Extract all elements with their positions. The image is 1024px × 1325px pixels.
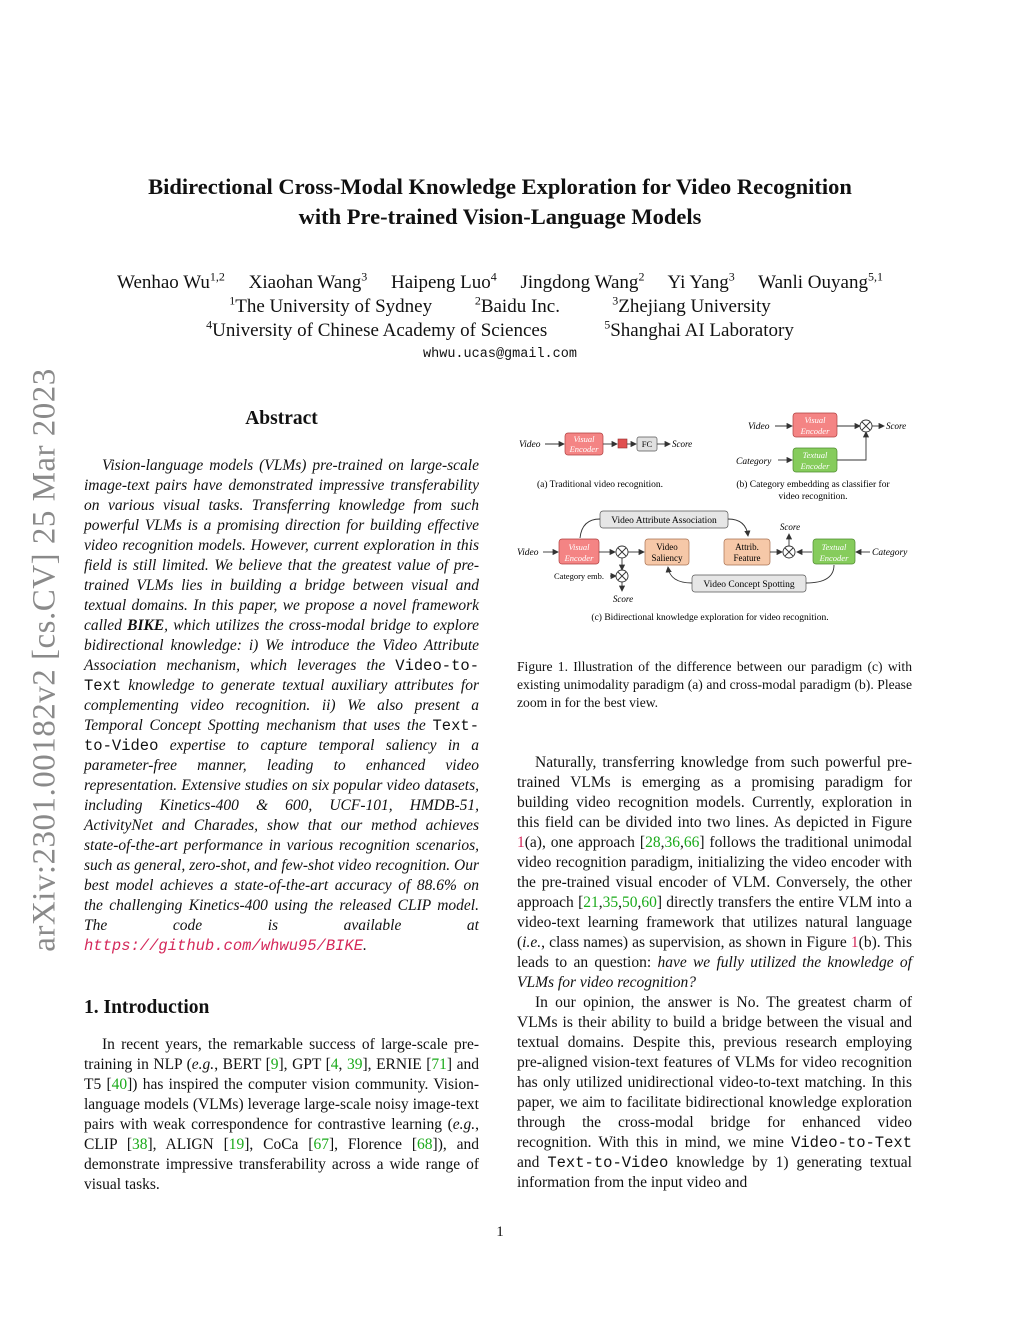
visual-encoder-label: Visual (568, 542, 590, 552)
code-url-link[interactable]: https://github.com/whwu95/BIKE (84, 937, 364, 955)
citation-link[interactable]: 19 (228, 1136, 245, 1153)
multiply-op-icon (616, 546, 628, 558)
author: Wenhao Wu$^{1,2}$ (117, 270, 225, 294)
abstract-heading: Abstract (245, 408, 318, 429)
author: Xiaohan Wang$^3$ (248, 270, 368, 294)
textual-encoder-label: Encoder (800, 461, 830, 471)
citation-link[interactable]: 36 (664, 834, 680, 851)
visual-encoder-label: Visual (573, 434, 595, 444)
paragraph: In our opinion, the answer is No. The greatest charm of VLMs is their ability to build a bridge between the visual and textual domains. Despite this, previous research employing pre-aligned vision-text features of VLMs for video recognition has only utilized unidirectional video-to-text matching. In this paper, we aim to facilitate bidirectional knowledge exploration through the cross-modal bridge for enhanced video recognition. With this in mind, we mine Video-to-Text and Text-to-Video knowledge by 1) generating textual information from the input video and (517, 994, 912, 1191)
affiliation: $^5$Shanghai AI Laboratory (604, 318, 794, 342)
affiliation: $^1$The University of Sydney (229, 294, 433, 318)
figure-1-svg (510, 405, 920, 635)
citation-link[interactable]: 50 (621, 894, 638, 911)
abstract-body: Vision-language models (VLMs) pre-trained on large-scale image-text pairs have demonstrated impressive transferability on various visual tasks. Transferring knowledge from such powerful VLMs is a promising direction for building effective video recognition models. However, current exploration in this field is still limited. We believe that the greatest value of pre-trained VLMs lies in building a bridge between visual and textual domains. In this paper, we propose a novel framework called BIKE, which utilizes the cross-modal bridge to explore bidirectional knowledge: i) We introduce the Video Attribute Association mechanism, which leverages the Video-to-Text knowledge to generate textual auxiliary attributes for complementing video recognition. ii) We also present a Temporal Concept Spotting mechanism that uses the Text-to-Video expertise to capture temporal saliency in a parameter-free manner, leading to enhanced video representation. Extensive studies on six popular video datasets, including Kinetics-400 & 600, UCF-101, HMDB-51, ActivityNet and Charades, show that our method achieves state-of-the-art performance in various recognition scenarios, such as general, zero-shot, and few-shot video recognition. Our best model achieves a state-of-the-art accuracy of 88.6% on the challenging Kinetics-400 using the released CLIP model. The code is available at https://github.com/whwu95/BIKE. (84, 457, 480, 955)
visual-encoder-label: Encoder (800, 426, 830, 436)
citation-link[interactable]: 66 (683, 834, 700, 851)
visual-encoder-label: Encoder (564, 553, 594, 563)
right-column-body (517, 753, 912, 1193)
author: Yi Yang$^3$ (667, 270, 735, 294)
citation-link[interactable]: 9 (270, 1056, 279, 1073)
multiply-op-icon (860, 420, 872, 432)
page-number: 1 (496, 1224, 504, 1240)
citation-link[interactable]: 67 (313, 1136, 329, 1153)
author: Wanli Ouyang$^{5,1}$ (758, 270, 883, 294)
panel-a-caption: (a) Traditional video recognition. (536, 480, 664, 490)
inline-code: Text-to-Video (547, 1154, 669, 1172)
visual-encoder-label: Encoder (569, 444, 599, 454)
score-label: Score (672, 439, 693, 449)
inline-code: Video-to-Text (84, 657, 479, 695)
video-concept-spotting-label: Video Concept Spotting (703, 580, 795, 590)
citation-link[interactable]: 68 (417, 1136, 433, 1153)
inline-code: Video-to-Text (791, 1134, 912, 1152)
panel-b (736, 413, 906, 502)
introduction-heading: 1. Introduction (84, 997, 210, 1018)
paragraph: Naturally, transferring knowledge from such powerful pre-trained VLMs is emerging as a promising paradigm for building video recognition models. Currently, exploration in this field can be divided into two lines. As depicted in Figure 1(a), one approach [28,36,66] follows the traditional unimodal video recognition paradigm, initializing the video encoder with the pre-trained visual encoder of VLM. Conversely, the other approach [21,35,50,60] directly transfers the entire VLM into a video-text learning framework that utilizes natural language (i.e., class names) as supervision, as shown in Figure 1(b). This leads to an question: have we fully utilized the knowledge of VLMs for video recognition? (517, 754, 913, 991)
title-line-2: with Pre-trained Vision-Language Models (298, 204, 702, 229)
video-label: Video (519, 440, 541, 450)
affiliations-line-2 (60, 318, 940, 342)
affiliation: $^4$University of Chinese Academy of Sciences (206, 318, 548, 342)
author-list (60, 270, 940, 294)
author: Haipeng Luo$^4$ (391, 270, 497, 294)
multiply-op-icon (616, 570, 628, 582)
affiliation: $^2$Baidu Inc. (474, 294, 560, 318)
citation-link[interactable]: 60 (641, 894, 657, 911)
panel-b-caption-1: (b) Category embedding as classifier for (736, 480, 890, 490)
inline-code: Text-to-Video (84, 717, 479, 755)
citation-link[interactable]: 40 (111, 1076, 128, 1093)
category-emb-label: Category emb. (554, 571, 605, 581)
title-line-1: Bidirectional Cross-Modal Knowledge Exploration for Video Recognition (148, 174, 852, 199)
affiliation: $^3$Zhejiang University (612, 294, 771, 318)
video-saliency-label: Video (656, 542, 678, 552)
citation-link[interactable]: 21 (583, 894, 599, 911)
fc-label: FC (641, 439, 653, 449)
research-question: have we fully utilized the knowledge of VLMs for video recognition? (517, 954, 912, 991)
citation-link[interactable]: 71 (431, 1056, 447, 1073)
arxiv-identifier: arXiv:2301.00182v2 [cs.CV] 25 Mar 2023 (26, 368, 63, 952)
panel-c (517, 511, 908, 623)
category-label: Category (736, 457, 772, 467)
citation-link[interactable]: 28 (645, 834, 661, 851)
panel-b-caption-2: video recognition. (778, 492, 848, 502)
figure-1-caption: Figure 1. Illustration of the difference between our paradigm (c) with existing unimodality paradigm (a) and cross-modal paradigm (b). Please zoom in for the best view. (517, 659, 912, 710)
video-label: Video (748, 422, 770, 432)
figure-ref-link[interactable]: 1 (517, 834, 525, 851)
attribute-feature-label: Feature (733, 553, 761, 563)
score-label: Score (886, 421, 907, 431)
multiply-op-icon (783, 546, 795, 558)
textual-encoder-label: Textual (821, 542, 847, 552)
framework-name: BIKE (127, 617, 165, 634)
attribute-feature-label: Attrib. (735, 542, 759, 552)
score-label: Score (612, 594, 634, 604)
paper-title (100, 172, 900, 232)
arxiv-sidebar (18, 350, 72, 970)
panel-a (519, 433, 692, 490)
video-attribute-association-label: Video Attribute Association (611, 516, 717, 526)
figure-1-diagram (510, 405, 920, 635)
feature-square (618, 439, 627, 448)
affiliations-line-1 (60, 294, 940, 318)
citation-link[interactable]: 35 (602, 894, 619, 911)
citation-link[interactable]: 4 (330, 1056, 339, 1073)
panel-c-caption: (c) Bidirectional knowledge exploration for video recognition. (591, 613, 829, 623)
score-label: Score (779, 522, 801, 532)
author: Jingdong Wang$^2$ (520, 270, 645, 294)
citation-link[interactable]: 38 (132, 1136, 148, 1153)
author-email: whwu.ucas@gmail.com (423, 347, 577, 362)
textual-encoder-label: Encoder (819, 553, 849, 563)
video-label: Video (517, 548, 539, 558)
visual-encoder-label: Visual (804, 415, 826, 425)
citation-link[interactable]: 39 (346, 1056, 363, 1073)
category-label: Category (872, 548, 908, 558)
figure-ref-link[interactable]: 1 (850, 934, 859, 951)
introduction-body: In recent years, the remarkable success of large-scale pre-training in NLP (e.g., BERT [9], GPT [4, 39], ERNIE [71] and T5 [40]) has inspired the computer vision community. Vision-language models (VLMs) leverage large-scale noisy image-text pairs with weak correspondence for contrastive learning (e.g., CLIP [38], ALIGN [19], CoCa [67], Florence [68]), and demonstrate impressive transferability across a wide range of visual tasks. (84, 1036, 480, 1193)
textual-encoder-label: Textual (802, 450, 828, 460)
video-saliency-label: Saliency (651, 553, 683, 563)
